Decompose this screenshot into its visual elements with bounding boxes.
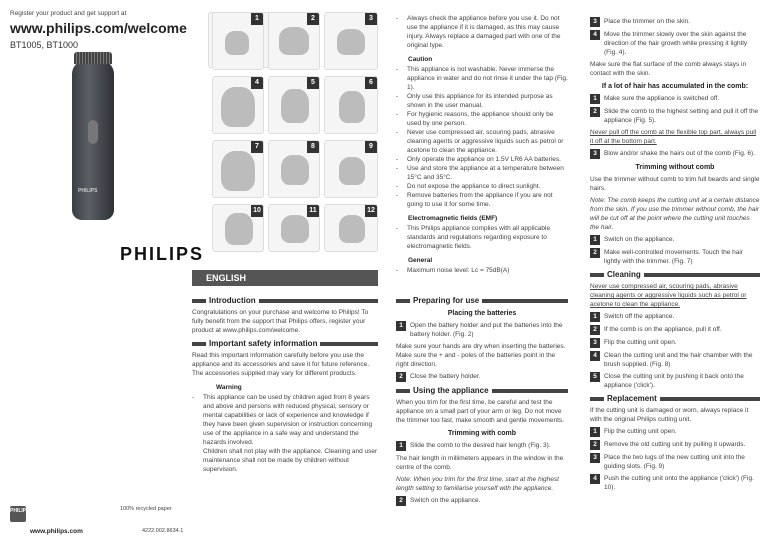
figure-1: 1 (212, 12, 264, 70)
step-extra: Make sure your hands are dry when inserting the batteries. (396, 343, 566, 350)
comb-heading: Trimming with comb (447, 430, 517, 437)
safety-heading: Important safety information (192, 339, 378, 348)
column-2-lower (396, 292, 568, 509)
column-1 (192, 292, 378, 474)
step: 3 Flip the cutting unit open. (590, 338, 760, 348)
document-code: 4222.002.8634.1 (142, 528, 184, 534)
using-heading: Using the appliance (396, 386, 568, 395)
figure-3: 3 (324, 12, 378, 70)
replacement-text: If the cutting unit is damaged or worn, always replace it with the original Philips cutting unit. (590, 407, 749, 423)
figure-6: 6 (324, 76, 378, 134)
intro-heading: Introduction (192, 296, 378, 305)
step: 1 Make sure the appliance is switched off. (590, 94, 760, 104)
using-text: When you trim for the first time, be careful and test the appliance on a small part of your arm or leg. Do not move the trimmer too fast, make smooth and gentle movements. (396, 399, 564, 424)
figure-12: 12 (324, 204, 378, 252)
footer-logo: PHILIPS (10, 506, 26, 522)
column-3 (590, 14, 760, 495)
without-comb-heading: Trimming without comb (635, 164, 715, 171)
step: 2 Switch on the appliance. (396, 496, 568, 506)
philips-logo: PHILIPS (120, 244, 205, 264)
caution-item: - This appliance is not washable. Never immerse the appliance in water and do not rinse it under the tap (Fig. 1). (396, 66, 568, 91)
step: 1 Switch on the appliance. (590, 235, 760, 245)
step: 2 Close the battery holder. (396, 372, 568, 382)
placing-heading: Placing the batteries (447, 310, 517, 317)
trimmer-image (72, 60, 114, 220)
step: 2 Slide the comb to the highest setting and pull it off the appliance (Fig. 5). (590, 107, 760, 125)
figure-5: 5 (268, 76, 320, 134)
figure-9: 9 (324, 140, 378, 198)
step: 4 Move the trimmer slowly over the skin against the direction of the hair growth while pressing it lightly (Fig. 4). (590, 30, 760, 57)
figure-4: 4 (212, 76, 264, 134)
step: 1 Open the battery holder and put the batteries into the battery holder. (Fig. 2) (396, 321, 568, 339)
step: 2 If the comb is on the appliance, pull it off. (590, 325, 760, 335)
emf-item: - This Philips appliance complies with all applicable standards and regulations regarding exposure to electromagnetic fields. (396, 225, 551, 250)
step-extra: Make sure the flat surface of the comb always stays in contact with the skin. (590, 61, 747, 77)
step: 1 Switch off the appliance. (590, 312, 760, 322)
footer-url[interactable]: www.philips.com (30, 528, 83, 535)
figure-8: 8 (268, 140, 320, 198)
intro-text: Congratulations on your purchase and welcome to Philips! To fully benefit from the support that Philips offers, register your product at www.philips.com/welcome. (192, 309, 369, 334)
warning-text: Never pull off the comb at the flexible top part, always pull it off at the bottom part. (590, 129, 757, 145)
cleaning-warning: Never use compressed air, scouring pads, abrasive cleaning agents or aggressive liquids such as petrol or acetone to clean the appliance. (590, 283, 747, 308)
trimmer-switch (88, 120, 98, 144)
step: 3 Place the trimmer on the skin. (590, 17, 760, 27)
trimmer-head (74, 52, 112, 64)
step-extra: The hair length in millimeters appears in the window in the centre of the comb. (396, 455, 564, 471)
note: Note: The comb keeps the cutting unit at a certain distance from the skin. If you use the trimmer without comb, the hair will be cut off at the point where the cutting unit touches the hair. (590, 197, 760, 231)
figure-2: 2 (268, 12, 320, 70)
step: 2 Make well-controlled movements. Touch the hair lightly with the trimmer. (Fig. 7) (590, 248, 760, 266)
replacement-heading: Replacement (590, 394, 760, 403)
caution-item: - Only use this appliance for its intended purpose as shown in the user manual. (396, 93, 553, 109)
caution-item: - Remove batteries from the appliance if you are not going to use it for some time. (396, 192, 553, 208)
column-2 (396, 14, 568, 275)
step: 4 Push the cutting unit onto the appliance ('click') (Fig. 10). (590, 474, 760, 492)
caution-item: - Do not expose the appliance to direct sunlight. (396, 183, 541, 190)
model-numbers: BT1005, BT1000 (10, 40, 79, 50)
general-item: - Maximum noise level: Lc = 75dB(A) (396, 267, 510, 274)
trimmer-logo: PHILIPS (78, 188, 98, 194)
figure-panel (212, 12, 378, 252)
figure-10: 10 (212, 204, 264, 252)
figure-11: 11 (268, 204, 320, 252)
cleaning-heading: Cleaning (590, 270, 760, 279)
step: 1 Slide the comb to the desired hair length (Fig. 3). (396, 441, 568, 451)
caution-item: - Use and store the appliance at a temperature between 15°C and 35°C. (396, 165, 564, 181)
recycled-paper-note: 100% recycled paper (120, 506, 172, 512)
caution-item: - Only operate the appliance on 1.5V LR6 AA batteries. (396, 156, 561, 163)
note: Note: When you trim for the first time, start at the highest length setting to familiarise yourself with the appliance. (396, 476, 559, 492)
warning-heading: Warning (216, 384, 242, 391)
step: 1 Flip the cutting unit open. (590, 427, 760, 437)
bullet-item: - Always check the appliance before you use it. Do not use the appliance if it is damaged, as this may cause injury. Always replace a damaged part with one of the original type. (396, 15, 561, 49)
general-heading: General (408, 257, 433, 264)
support-url[interactable]: www.philips.com/welcome (10, 20, 187, 36)
caution-heading: Caution (408, 56, 433, 63)
warning-item: - This appliance can be used by children aged from 8 years and above and persons with reduced physical, sensory or mental capabilities or lack of experience and knowledge if they have been given supervision or instruction concerning use of the appliance in a safe way and understand the hazards involved. (192, 394, 373, 446)
register-text: Register your product and get support at (10, 10, 127, 17)
without-comb-text: Use the trimmer without comb to trim full beards and single hairs. (590, 176, 760, 192)
acc-heading: If a lot of hair has accumulated in the comb: (601, 83, 749, 90)
step-extra: Make sure the + and - poles of the batteries point in the right direction. (396, 352, 556, 368)
warning-item: Children shall not play with the appliance. Cleaning and user maintenance shall not be made by children without supervision. (203, 448, 378, 473)
figure-7: 7 (212, 140, 264, 198)
step: 4 Clean the cutting unit and the hair chamber with the brush supplied. (Fig. 8) (590, 351, 760, 369)
caution-item: - Never use compressed air, scouring pads, abrasive cleaning agents or aggressive liquids such as petrol or acetone to clean the appliance. (396, 129, 564, 154)
step: 3 Place the two lugs of the new cutting unit into the guiding slots. (Fig. 9) (590, 453, 760, 471)
emf-heading: Electromagnetic fields (EMF) (408, 215, 498, 222)
step: 5 Close the cutting unit by pushing it back onto the appliance ('click'). (590, 372, 760, 390)
step: 3 Blow and/or shake the hairs out of the comb (Fig. 6). (590, 149, 760, 159)
language-bar: ENGLISH (192, 270, 378, 286)
step: 2 Remove the old cutting unit by pulling it upwards. (590, 440, 760, 450)
prep-heading: Preparing for use (396, 296, 568, 305)
caution-item: - For hygienic reasons, the appliance should only be used by one person. (396, 111, 554, 127)
safety-text: Read this important information carefully before you use the appliance and its accessories and save it for future reference. The accessories supplied may vary for different products. (192, 352, 370, 377)
